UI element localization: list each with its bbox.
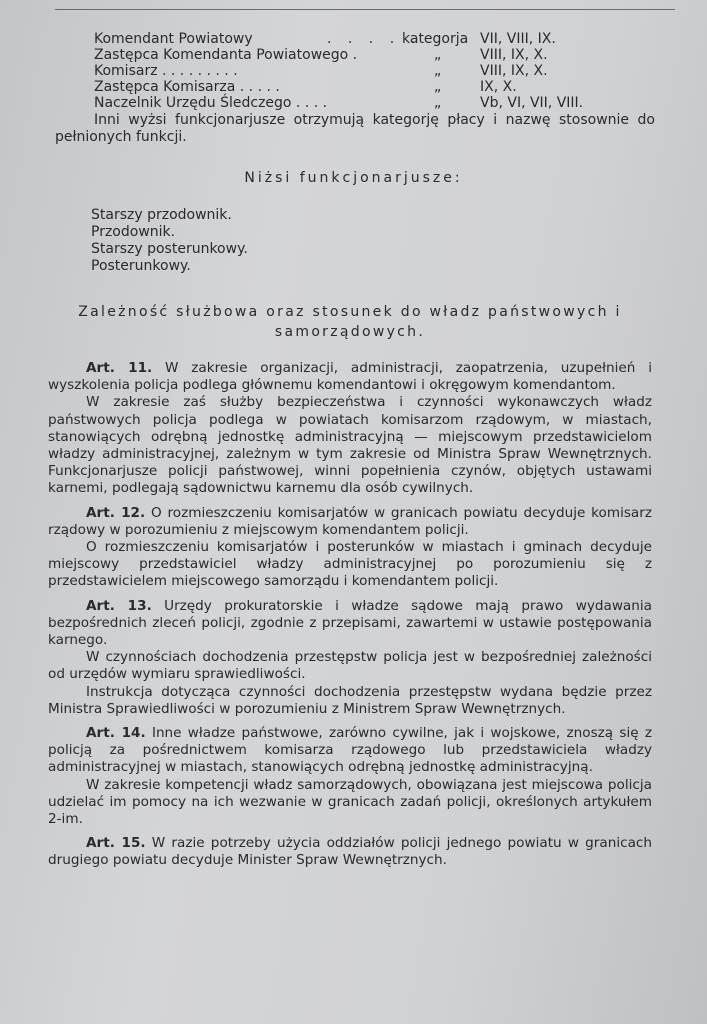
paragraph-text: Urzędy prokuratorskie i władze sądowe mają prawo wydawania bezpośrednich zleceń policji, zgodnie z przepisami, zawartemi w ustawie postępowania karnego. [48, 597, 652, 649]
paragraph-text: O rozmieszczeniu komisarjatów w granicach powiatu decyduje komisarz rządowy w porozumieniu z miejscowym komendantem policji. [48, 504, 652, 538]
article-label: Art. 13. [86, 597, 152, 614]
category-values: VIII, IX, X. [480, 63, 548, 79]
higher-officials-note: Inni wyżsi funkcjonarjusze otrzymują kategorję płacy i nazwę stosownie do pełnionych funkcji. [55, 112, 655, 145]
rank-row [94, 63, 654, 79]
category-values: IX, X. [480, 79, 517, 95]
lower-ranks-list [91, 207, 248, 275]
article-11-para-1 [48, 360, 652, 394]
ditto-mark: „ [434, 95, 442, 111]
section-heading: Zależność służbowa oraz stosunek do władz państwowych i samorządowych. [78, 304, 622, 340]
lower-rank-item: Starszy przodownik. [91, 207, 232, 223]
category-label: kategorja [402, 31, 469, 47]
article-14-para-1 [48, 725, 652, 777]
article-12-para-2: O rozmieszczeniu komisarjatów i posterunków w miastach i gminach decyduje miejscowy przedstawiciel władzy administracyjnej po porozumieniu się z przedstawicielem miejscowego samorządu i komendantem policji. [48, 539, 652, 590]
ditto-mark: „ [434, 63, 442, 79]
article-label: Art. 12. [86, 504, 146, 521]
article-12-para-1 [48, 505, 652, 539]
top-rule [55, 9, 675, 10]
article-13-para-2: W czynnościach dochodzenia przestępstw policja jest w bezpośredniej zależności od urzędów wymiaru sprawiedliwości. [48, 649, 652, 683]
article-15-para-1 [48, 835, 652, 869]
rank-category-list [94, 31, 654, 111]
articles-body [48, 360, 652, 870]
article-label: Art. 14. [86, 725, 146, 742]
paragraph-text: W zakresie organizacji, administracji, zaopatrzenia, uzupełnień i wyszkolenia policja podlega głównemu komendantowi i okręgowym komendantom. [48, 360, 652, 394]
rank-name: Komendant Powiatowy [94, 31, 253, 47]
article-13-para-1 [48, 598, 652, 650]
rank-row [94, 95, 654, 111]
ditto-mark: „ [434, 47, 442, 63]
article-14-para-2: W zakresie kompetencji władz samorządowych, obowiązana jest miejscowa policja udzielać im pomocy na ich wezwanie w granicach zadań policji, określonych artykułem 2-im. [48, 776, 652, 828]
category-values: VII, VIII, IX. [480, 31, 556, 47]
rank-row [94, 79, 654, 95]
rank-row [94, 47, 654, 63]
rank-row [94, 31, 654, 47]
paragraph-text: W razie potrzeby użycia oddziałów policji jednego powiatu w granicach drugiego powiatu decyduje Minister Spraw Wewnętrznych. [48, 835, 652, 869]
category-values: Vb, VI, VII, VIII. [480, 95, 584, 111]
category-values: VIII, IX, X. [480, 47, 548, 63]
rank-name: Naczelnik Urzędu Śledczego . . . . [94, 95, 328, 111]
lower-rank-item: Posterunkowy. [91, 258, 191, 274]
article-13-para-3: Instrukcja dotycząca czynności dochodzenia przestępstw wydana będzie przez Ministra Sprawiedliwości w porozumieniu z Ministrem Spraw Wewnętrznych. [48, 683, 652, 717]
lower-rank-item: Starszy posterunkowy. [91, 241, 248, 257]
article-label: Art. 15. [86, 835, 146, 852]
paragraph-text: Inne władze państwowe, zarówno cywilne, jak i wojskowe, znoszą się z policją za pośrednictwem komisarza rządowego lub przedstawiciela władzy administracyjnej w miastach, stanowiących odrębną jednostkę administracyjną. [48, 725, 653, 776]
ditto-mark: „ [434, 79, 442, 95]
lower-rank-item: Przodownik. [91, 224, 176, 240]
article-11-para-2: W zakresie zaś służby bezpieczeństwa i czynności wykonawczych władz państwowych policja podlega w powiatach komisarzom rządowym, w miastach, stanowiących odrębną jednostkę administracyjną — miejscowym przedstawicielom władzy administracyjnej, zależnym w tym zakresie od Ministra Spraw Wewnętrznych. Funkcjonarjusze policji państwowej, winni popełnienia czynów, objętych ustawami karnemi, podlegają sądownictwu karnemu dla osób cywilnych. [48, 394, 652, 497]
rank-dots: . . . . . [327, 31, 422, 47]
article-label: Art. 11. [86, 360, 153, 376]
rank-name: Komisarz . . . . . . . . . [94, 63, 238, 79]
rank-name: Zastępca Komisarza . . . . . [94, 79, 280, 95]
rank-name: Zastępca Komendanta Powiatowego . [94, 47, 358, 63]
lower-officials-heading: Niżsi funkcjonarjusze: [244, 170, 463, 186]
